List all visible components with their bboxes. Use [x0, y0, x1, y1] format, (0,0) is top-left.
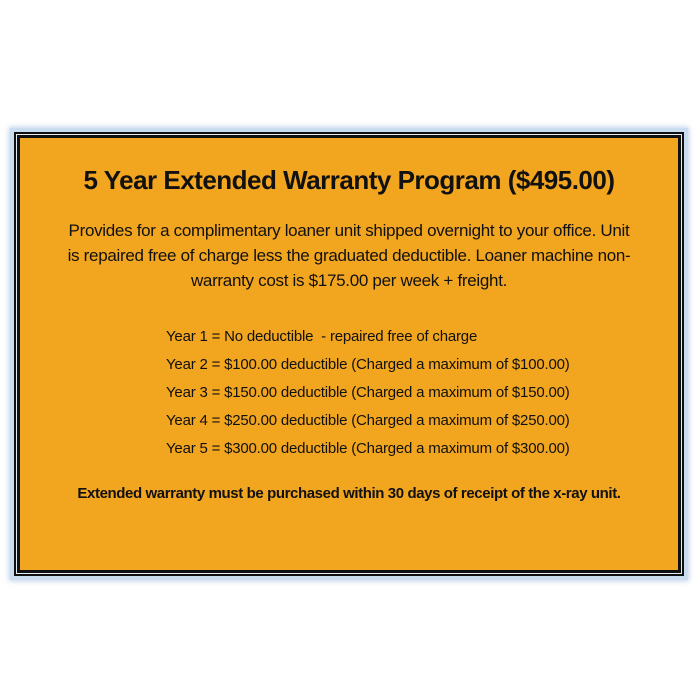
- deductible-item-year-2: Year 2 = $100.00 deductible (Charged a maximum of $100.00): [166, 356, 570, 373]
- warranty-title: 5 Year Extended Warranty Program ($495.00): [83, 165, 615, 195]
- warranty-card-frame: [10, 128, 688, 580]
- deductible-item-year-5: Year 5 = $300.00 deductible (Charged a maximum of $300.00): [166, 440, 570, 457]
- intro-line-1: Provides for a complimentary loaner unit shipped overnight to your office. Unit: [68, 221, 630, 240]
- card-content: [20, 138, 678, 570]
- intro-line-3: warranty cost is $175.00 per week + freight.: [190, 271, 508, 290]
- deductible-item-year-3: Year 3 = $150.00 deductible (Charged a maximum of $150.00): [166, 384, 570, 401]
- intro-line-2: is repaired free of charge less the graduated deductible. Loaner machine non-: [67, 246, 631, 265]
- deductible-item-year-4: Year 4 = $250.00 deductible (Charged a maximum of $250.00): [166, 412, 570, 429]
- deductible-schedule: [20, 323, 678, 463]
- deductible-item-year-1: Year 1 = No deductible - repaired free of charge: [166, 328, 478, 345]
- purchase-deadline-note: Extended warranty must be purchased within 30 days of receipt of the x-ray unit.: [77, 485, 621, 502]
- intro-paragraph: [20, 218, 678, 293]
- card-border-inner: [17, 135, 681, 573]
- card-border-outer: [14, 132, 684, 576]
